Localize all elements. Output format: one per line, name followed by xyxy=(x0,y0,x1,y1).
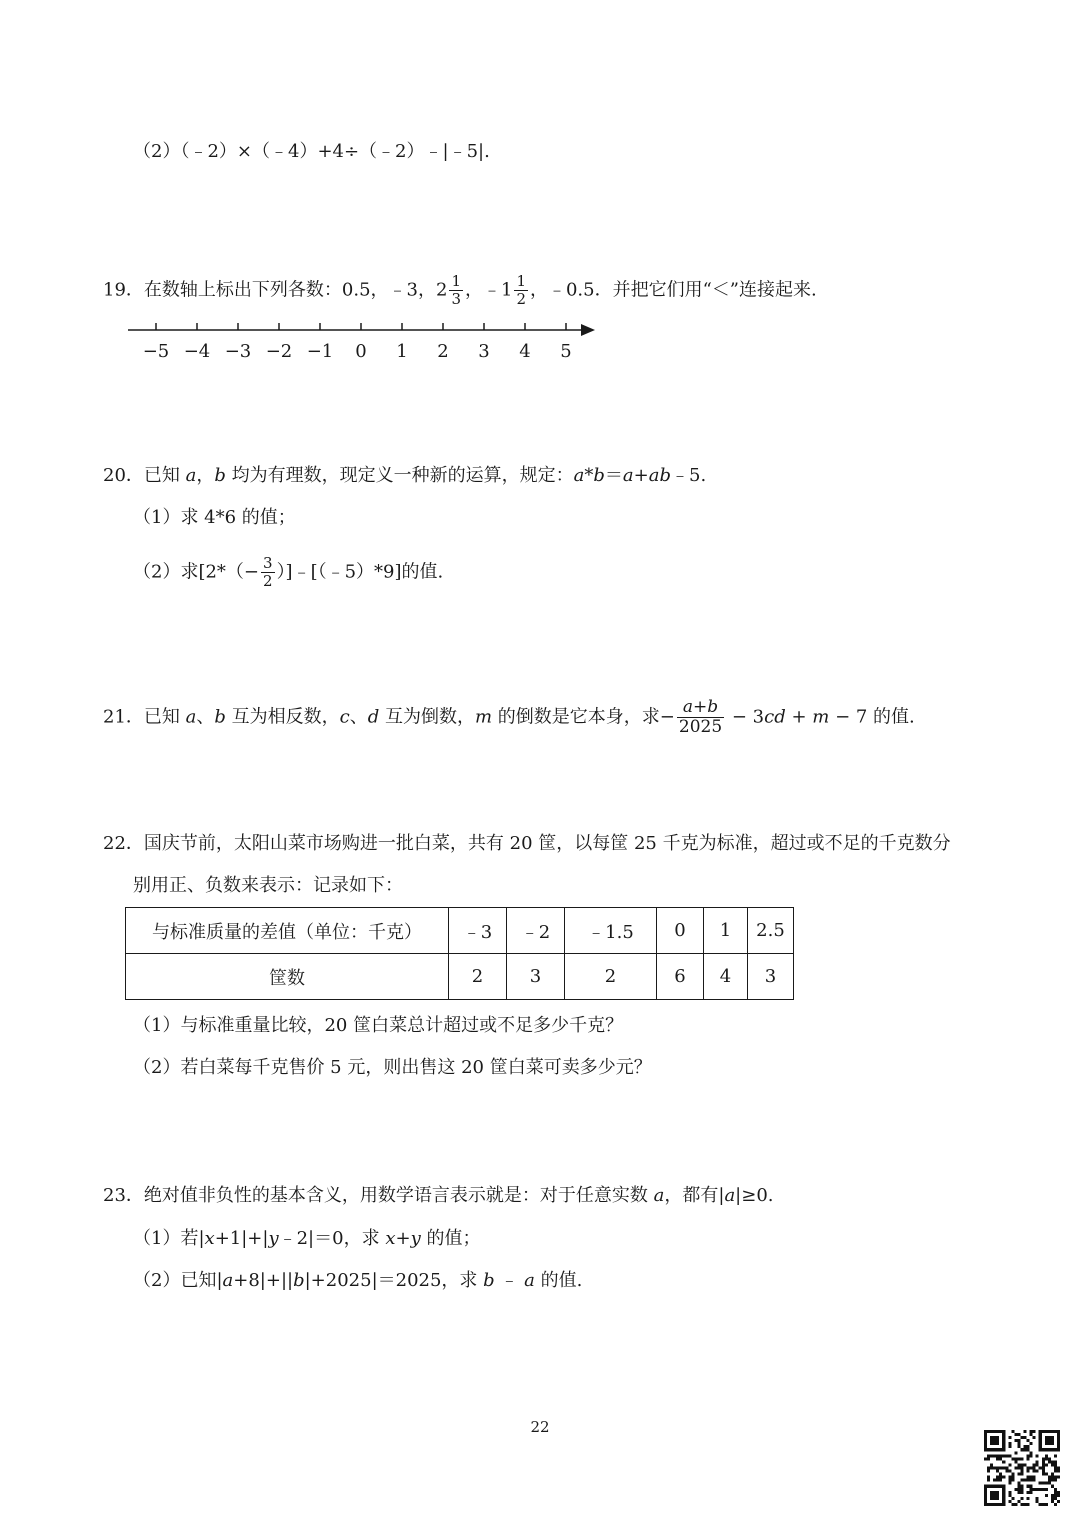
q19-text-1: 19．在数轴上标出下列各数：0.5，﹣3，2 xyxy=(103,279,448,301)
page-number: 22 xyxy=(530,1418,550,1436)
number-line-tick-labels xyxy=(143,341,572,362)
q20-fraction: $\frac{3}{2}$ xyxy=(263,554,273,590)
q22-part2: （2）若白菜每千克售价 5 元，则出售这 20 筐白菜可卖多少元？ xyxy=(133,1057,652,1078)
table-cell: 3 xyxy=(507,954,565,1000)
q23-part2: （2）已知|a+8|+||b|+2025|＝2025，求 b ﹣ a 的值. xyxy=(133,1270,583,1291)
q22-data-table xyxy=(125,907,794,1000)
table-row-header: 筐数 xyxy=(126,954,449,1000)
q20-part2: （2）求[2*（− $\frac{3}{2}$ ）]﹣[（﹣5）*9]的值. xyxy=(133,554,444,590)
q19-text-2: ，﹣1 xyxy=(464,279,513,301)
number-line-tick-label: −5 xyxy=(142,341,170,362)
table-cell: 0 xyxy=(657,908,704,954)
q21-question: 21．已知 a、b 互为相反数，c、d 互为倒数，m 的倒数是它本身，求− $\frac{a+b}{2025}$ − 3cd + m − 7 的值. xyxy=(103,697,915,737)
table-cell: 2 xyxy=(449,954,507,1000)
q20-question: 20．已知 a，b 均为有理数，现定义一种新的运算，规定：a*b＝a+ab﹣5. xyxy=(103,465,707,486)
q19-fraction-1: $\frac{1}{3}$ xyxy=(451,272,461,308)
q22-question-line1: 22．国庆节前，太阳山菜市场购进一批白菜，共有 20 筐，以每筐 25 千克为标准，超过或不足的千克数分 xyxy=(103,833,951,854)
number-line-tick-label: −3 xyxy=(224,341,252,362)
table-cell: 2.5 xyxy=(748,908,794,954)
q22-part1: （1）与标准重量比较，20 筐白菜总计超过或不足多少千克？ xyxy=(133,1015,624,1036)
table-cell: 2 xyxy=(565,954,657,1000)
number-line-tick-label: 1 xyxy=(396,341,408,362)
number-line-arrow xyxy=(581,324,595,336)
table-cell: 4 xyxy=(704,954,748,1000)
number-line-tick-label: −4 xyxy=(183,341,211,362)
q18-part2 xyxy=(133,140,490,164)
q22-question-line2: 别用正、负数来表示：记录如下： xyxy=(133,875,403,896)
number-line xyxy=(120,315,610,370)
number-line-tick-label: 2 xyxy=(437,341,449,362)
number-line-tick-label: −1 xyxy=(306,341,334,362)
table-row xyxy=(126,908,794,954)
table-cell: 3 xyxy=(748,954,794,1000)
number-line-ticks xyxy=(156,323,566,330)
q23-part1: （1）若|x+1|+|y﹣2|＝0，求 x+y 的值； xyxy=(133,1228,481,1249)
table-cell: ﹣1.5 xyxy=(565,908,657,954)
number-line-tick-label: 0 xyxy=(355,341,367,362)
q21-fraction: $\frac{a+b}{2025}$ xyxy=(678,697,723,737)
table-row-header: 与标准质量的差值（单位：千克） xyxy=(126,908,449,954)
q19-fraction-2: $\frac{1}{2}$ xyxy=(516,272,526,308)
table-cell: ﹣3 xyxy=(449,908,507,954)
table-cell: 1 xyxy=(704,908,748,954)
q19-question xyxy=(103,274,817,307)
table-cell: ﹣2 xyxy=(507,908,565,954)
number-line-tick-label: 5 xyxy=(560,341,572,362)
q20-part1: （1）求 4*6 的值； xyxy=(133,507,296,528)
number-line-tick-label: 4 xyxy=(519,341,531,362)
q19-text-3: ，﹣0.5．并把它们用“＜”连接起来. xyxy=(529,279,817,301)
q18-part2-text: （2）（﹣2）×（﹣4）+4÷（﹣2）﹣|﹣5|. xyxy=(133,141,490,162)
number-line-tick-label: −2 xyxy=(265,341,293,362)
qr-code-icon xyxy=(984,1430,1060,1506)
table-row xyxy=(126,954,794,1000)
table-cell: 6 xyxy=(657,954,704,1000)
number-line-tick-label: 3 xyxy=(478,341,490,362)
q23-question: 23．绝对值非负性的基本含义，用数学语言表示就是：对于任意实数 a，都有|a|≥0. xyxy=(103,1185,774,1206)
